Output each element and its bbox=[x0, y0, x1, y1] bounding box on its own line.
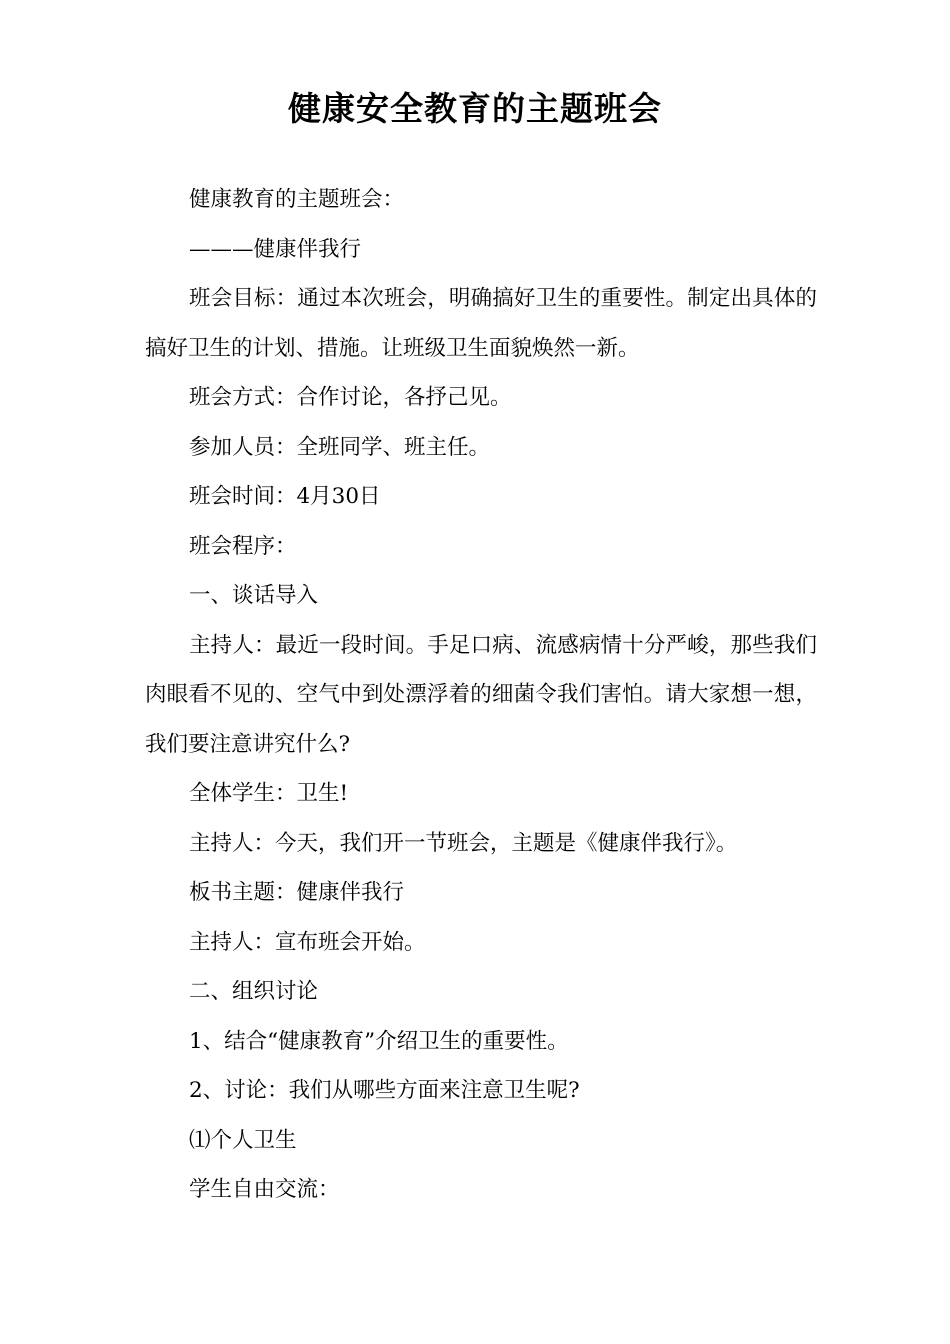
paragraph-board-theme: 板书主题：健康伴我行 bbox=[189, 880, 405, 905]
paragraph-goal: 班会目标：通过本次班会，明确搞好卫生的重要性。制定出具体的搞好卫生的计划、措施。让班级卫生面貌焕然一新。 bbox=[145, 286, 817, 361]
paragraph-free-discussion: 学生自由交流： bbox=[189, 1177, 340, 1202]
paragraph-intro: 健康教育的主题班会： bbox=[189, 187, 405, 212]
section-heading-2: 二、组织讨论 bbox=[189, 979, 319, 1004]
paragraph-host-intro: 主持人：最近一段时间。手足口病、流感病情十分严峻，那些我们肉眼看不见的、空气中到处漂浮着的细菌令我们害怕。请大家想一想，我们要注意讲究什么? bbox=[145, 632, 817, 757]
paragraph-participants: 参加人员：全班同学、班主任。 bbox=[189, 434, 491, 460]
sub-item-personal-hygiene: ⑴个人卫生 bbox=[189, 1127, 297, 1153]
paragraph-procedure: 班会程序： bbox=[189, 533, 297, 559]
paragraph-host-theme: 主持人：今天，我们开一节班会，主题是《健康伴我行》。 bbox=[189, 830, 738, 856]
list-item-1: 1、结合“健康教育”介绍卫生的重要性。 bbox=[189, 1028, 569, 1054]
paragraph-subtitle: ———健康伴我行 bbox=[189, 236, 362, 262]
paragraph-time: 班会时间：4月30日 bbox=[189, 484, 381, 509]
paragraph-host-start: 主持人：宣布班会开始。 bbox=[189, 929, 426, 955]
paragraph-method: 班会方式：合作讨论，各抒己见。 bbox=[189, 385, 512, 410]
document-title: 健康安全教育的主题班会 bbox=[288, 89, 662, 128]
section-heading-1: 一、谈话导入 bbox=[189, 583, 319, 608]
document-body bbox=[145, 175, 817, 1215]
paragraph-students-reply: 全体学生：卫生! bbox=[189, 781, 349, 806]
list-item-2: 2、讨论：我们从哪些方面来注意卫生呢? bbox=[189, 1078, 580, 1103]
